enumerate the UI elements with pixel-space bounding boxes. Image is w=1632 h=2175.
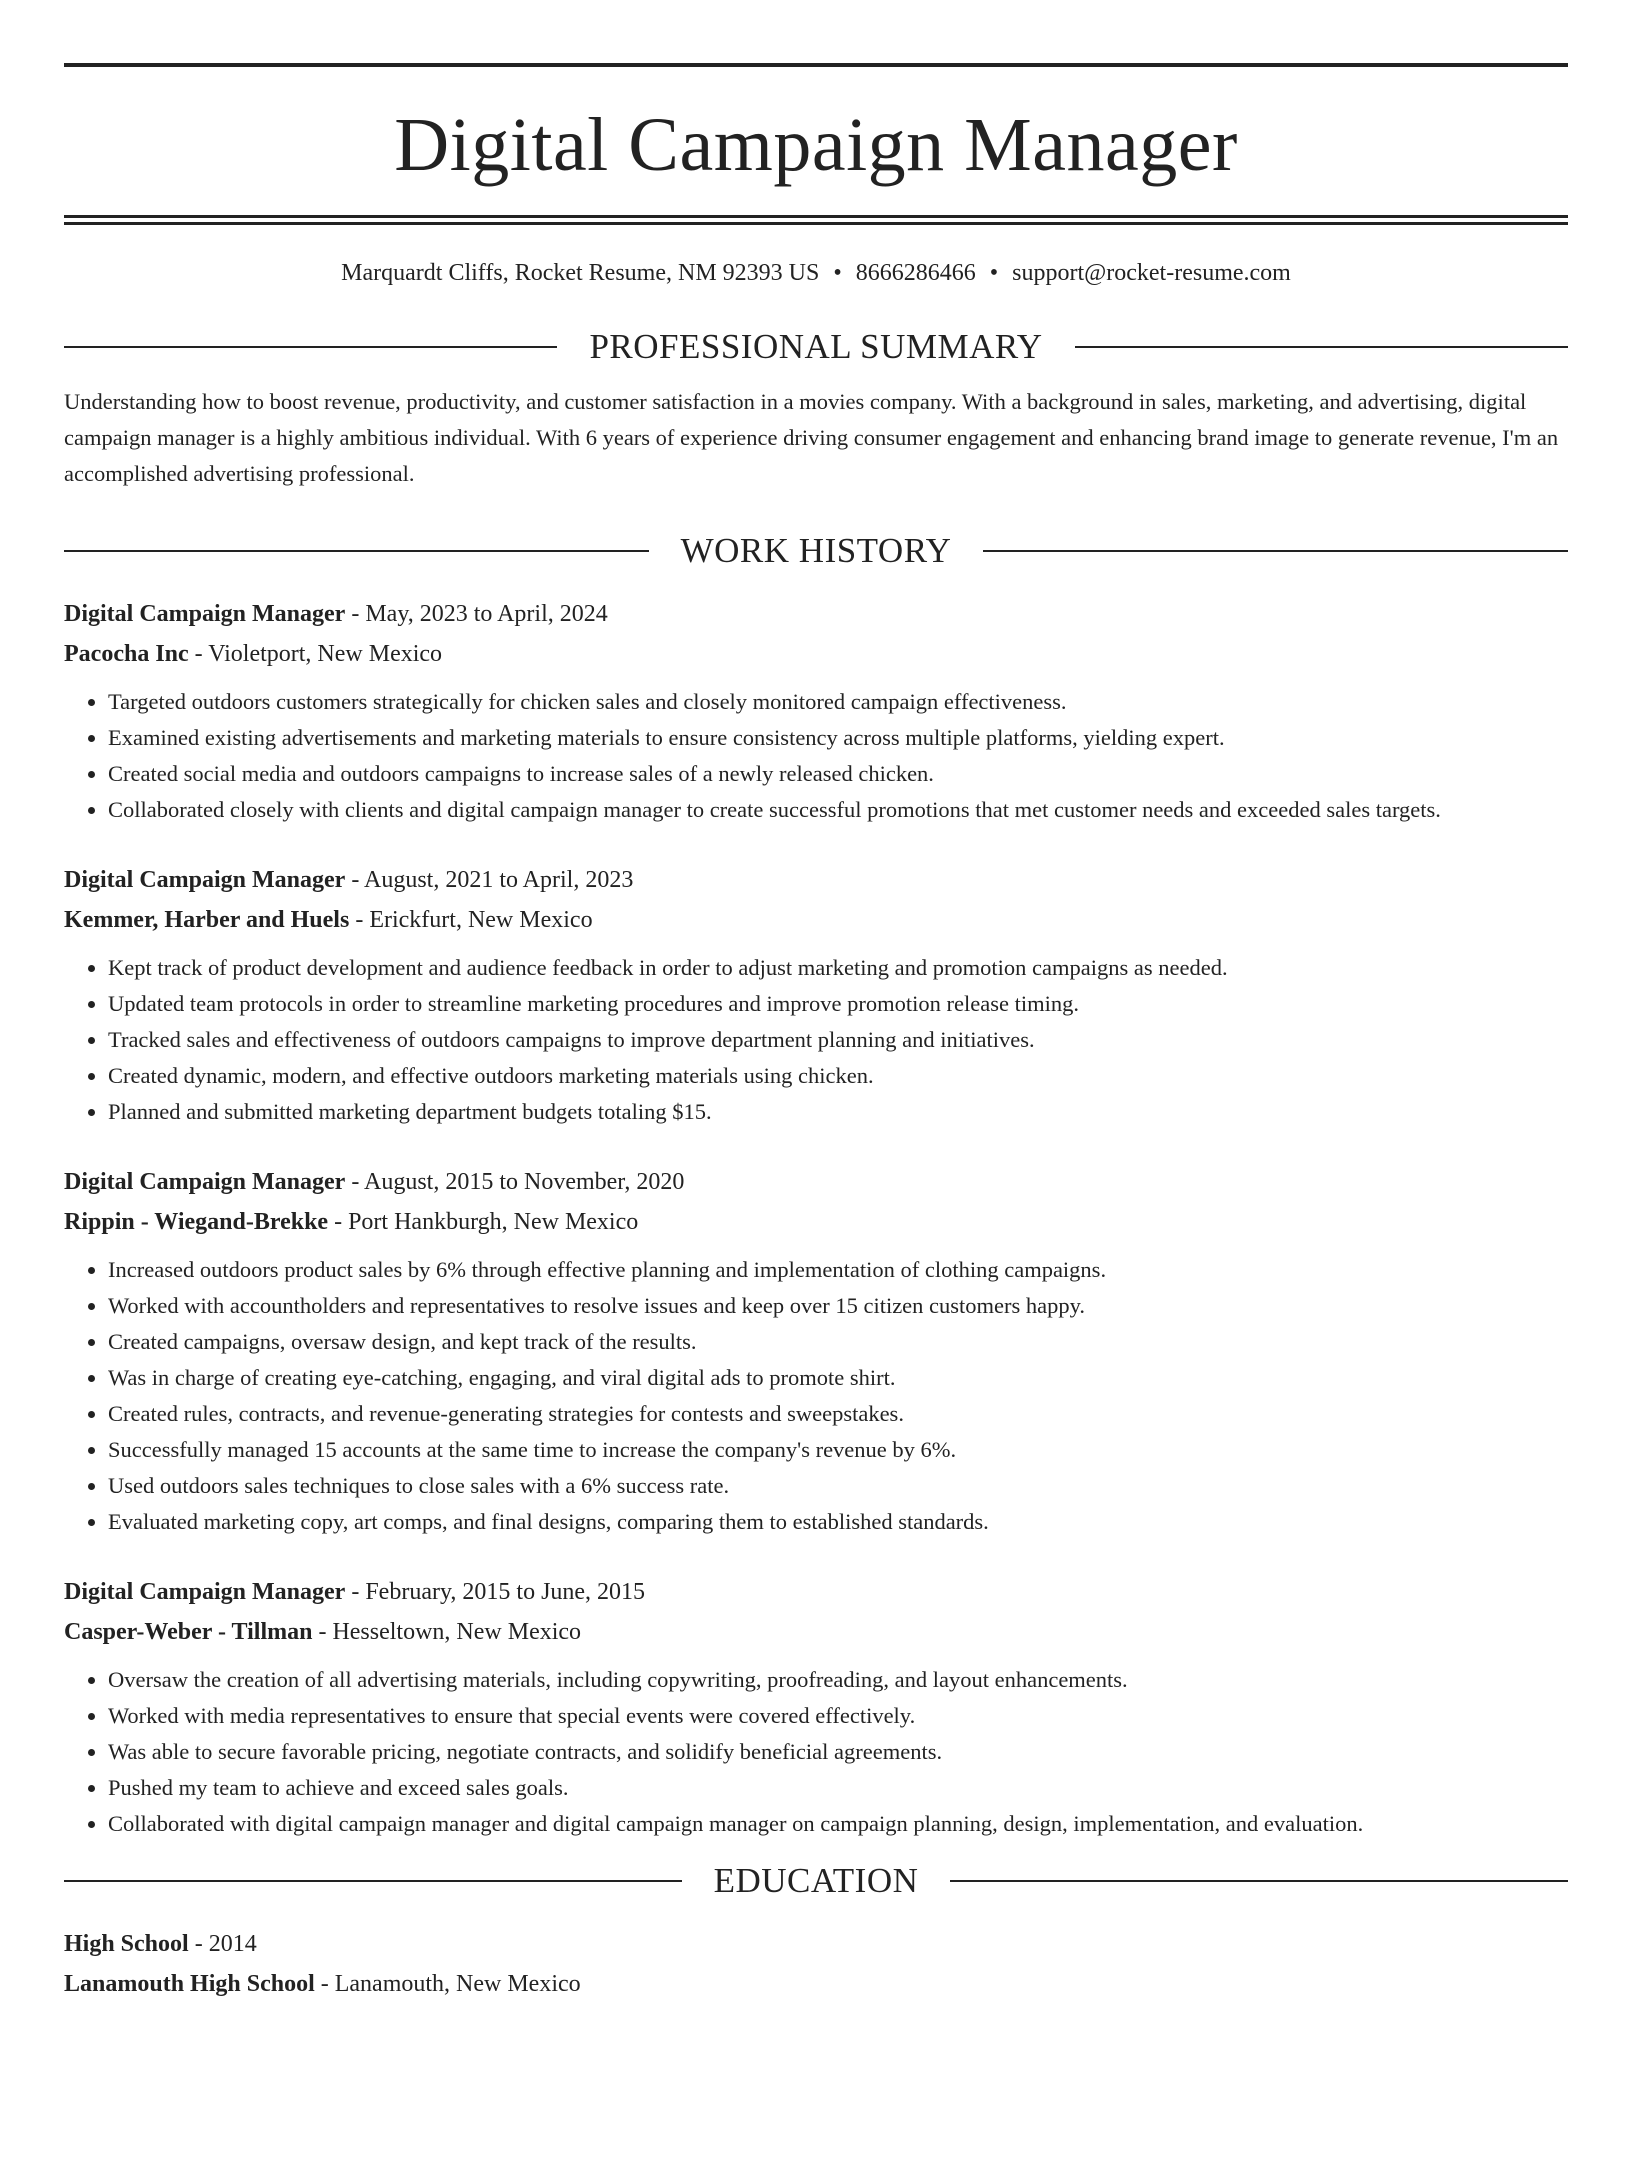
job-bullets [64, 1252, 1568, 1540]
job-title: Digital Campaign Manager [64, 600, 346, 627]
job-title-line [64, 860, 1568, 900]
job-bullets [64, 1662, 1568, 1842]
job-bullet: • Increased outdoors product sales by 6% through effective planning and implementation of clothing campaigns. [108, 1252, 1568, 1288]
education-year: - 2014 [188, 1930, 257, 1957]
education-section-heading [64, 1860, 1568, 1902]
job-bullet: • Collaborated closely with clients and digital campaign manager to create successful promotions that met customer needs and exceeded sales targets. [108, 792, 1568, 828]
education-school-line [64, 1964, 1568, 2004]
job-bullet: • Updated team protocols in order to streamline marketing procedures and improve promotion release timing. [108, 986, 1568, 1022]
job-bullet: • Tracked sales and effectiveness of outdoors campaigns to improve department planning and initiatives. [108, 1022, 1568, 1058]
heading-rule-left [64, 346, 557, 348]
heading-rule-right [950, 1880, 1568, 1882]
heading-rule-left [64, 1880, 682, 1882]
job-bullet: • Examined existing advertisements and marketing materials to ensure consistency across multiple platforms, yielding expert. [108, 720, 1568, 756]
job-title-line [64, 1162, 1568, 1202]
job-company-line [64, 634, 1568, 674]
contact-separator: • [989, 260, 999, 286]
title-double-rule [64, 215, 1568, 225]
job-location: - Port Hankburgh, New Mexico [328, 1208, 639, 1235]
summary-text: Understanding how to boost revenue, productivity, and customer satisfaction in a movies company. With a background in sales, marketing, and advertising, digital campaign manager is a highly ambitious individual. With 6 years of experience driving consumer engagement and enhancing brand image to generate revenue, I'm an accomplished advertising professional. [64, 388, 1559, 486]
job-bullet: • Pushed my team to achieve and exceed sales goals. [108, 1770, 1568, 1806]
job-dates: - August, 2021 to April, 2023 [345, 866, 634, 893]
job-company: Pacocha Inc [64, 640, 189, 667]
job-bullet: • Was able to secure favorable pricing, negotiate contracts, and solidify beneficial agreements. [108, 1734, 1568, 1770]
contact-separator: • [833, 260, 842, 286]
job-title-line [64, 594, 1568, 634]
job-bullet: • Oversaw the creation of all advertising materials, including copywriting, proofreading, and layout enhancements. [108, 1662, 1568, 1698]
job-dates: - May, 2023 to April, 2024 [345, 600, 608, 627]
contact-line [64, 259, 1568, 288]
heading-rule-right [983, 550, 1568, 552]
job-bullets [64, 950, 1568, 1130]
job-entry [64, 1572, 1568, 1842]
summary-section-heading [64, 326, 1568, 368]
work-heading: WORK HISTORY [680, 530, 952, 570]
job-bullet: • Targeted outdoors customers strategically for chicken sales and closely monitored campaign effectiveness. [108, 684, 1568, 720]
job-bullet: • Planned and submitted marketing department budgets totaling $15. [108, 1094, 1568, 1130]
education-degree-line [64, 1924, 1568, 1964]
job-entry [64, 860, 1568, 1130]
job-company: Kemmer, Harber and Huels [64, 906, 350, 933]
education-degree: High School [64, 1930, 189, 1957]
job-bullet: • Worked with media representatives to ensure that special events were covered effectively. [108, 1698, 1568, 1734]
job-company-line [64, 900, 1568, 940]
job-bullet: • Successfully managed 15 accounts at the same time to increase the company's revenue by 6%. [108, 1432, 1568, 1468]
contact-phone: 8666286466 [855, 260, 976, 286]
education-entry [64, 1924, 1568, 2004]
resume-title: Digital Campaign Manager [394, 103, 1238, 187]
job-company: Rippin - Wiegand-Brekke [64, 1208, 329, 1235]
job-bullet: • Used outdoors sales techniques to close sales with a 6% success rate. [108, 1468, 1568, 1504]
job-bullet: • Was in charge of creating eye-catching, engaging, and viral digital ads to promote shirt. [108, 1360, 1568, 1396]
job-title: Digital Campaign Manager [64, 866, 346, 893]
job-company-line [64, 1612, 1568, 1652]
job-bullet: • Created rules, contracts, and revenue-generating strategies for contests and sweepstakes. [108, 1396, 1568, 1432]
top-rule [64, 63, 1568, 67]
education-location: - Lanamouth, New Mexico [314, 1970, 581, 1997]
job-dates: - February, 2015 to June, 2015 [345, 1578, 646, 1605]
job-bullet: • Kept track of product development and audience feedback in order to adjust marketing and promotion campaigns as needed. [108, 950, 1568, 986]
job-dates: - August, 2015 to November, 2020 [345, 1168, 685, 1195]
heading-rule-left [64, 550, 649, 552]
job-company: Casper-Weber - Tillman [64, 1618, 313, 1645]
summary-heading: PROFESSIONAL SUMMARY [589, 326, 1043, 366]
job-company-line [64, 1202, 1568, 1242]
heading-rule-right [1075, 346, 1568, 348]
job-bullet: • Created campaigns, oversaw design, and kept track of the results. [108, 1324, 1568, 1360]
job-bullet: • Created dynamic, modern, and effective outdoors marketing materials using chicken. [108, 1058, 1568, 1094]
education-school: Lanamouth High School [64, 1970, 315, 1997]
job-bullet: • Collaborated with digital campaign manager and digital campaign manager on campaign planning, design, implementation, and evaluation. [108, 1806, 1568, 1842]
job-location: - Erickfurt, New Mexico [349, 906, 593, 933]
job-title: Digital Campaign Manager [64, 1168, 346, 1195]
job-title-line [64, 1572, 1568, 1612]
job-bullets [64, 684, 1568, 828]
job-location: - Violetport, New Mexico [188, 640, 443, 667]
work-section-heading [64, 530, 1568, 572]
job-entry [64, 1162, 1568, 1540]
job-bullet: • Evaluated marketing copy, art comps, and final designs, comparing them to established standards. [108, 1504, 1568, 1540]
job-bullet: • Worked with accountholders and representatives to resolve issues and keep over 15 citizen customers happy. [108, 1288, 1568, 1324]
contact-email: support@rocket-resume.com [1012, 260, 1291, 286]
contact-address: Marquardt Cliffs, Rocket Resume, NM 92393 US [341, 260, 820, 286]
education-heading: EDUCATION [713, 1860, 919, 1900]
resume-page [0, 63, 1632, 2175]
job-bullet: • Created social media and outdoors campaigns to increase sales of a newly released chicken. [108, 756, 1568, 792]
job-entry [64, 594, 1568, 828]
job-title: Digital Campaign Manager [64, 1578, 346, 1605]
job-location: - Hesseltown, New Mexico [312, 1618, 582, 1645]
